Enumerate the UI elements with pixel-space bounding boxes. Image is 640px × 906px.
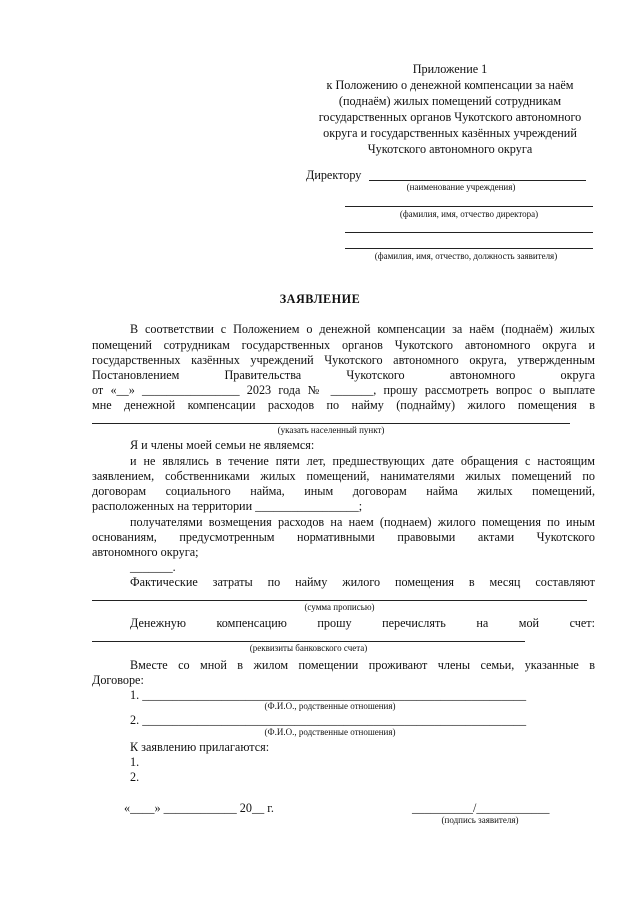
bank-line[interactable] bbox=[92, 641, 525, 642]
p3-line-3: автономного округа; bbox=[92, 545, 199, 559]
appendix-line-5: округа и государственных казённых учреждений bbox=[323, 126, 577, 140]
member-caption-1: (Ф.И.О., родственные отношения) bbox=[264, 701, 396, 711]
appendix-line-4: государственных органов Чукотского автономного bbox=[318, 110, 582, 124]
family-line: Я и члены моей семьи не являемся: bbox=[130, 438, 315, 452]
member-1: 1. _______________________________________________________________ bbox=[130, 688, 527, 702]
account-line: Денежную компенсацию прошу перечислять на мой счет: bbox=[130, 616, 595, 630]
p1-line-5: от «__» ________________ 2023 года № _______, прошу рассмотреть вопрос о выплате bbox=[92, 383, 595, 397]
p1-line-3: государственных казённых учреждений Чукотского автономного округа, утвержденным bbox=[92, 353, 595, 367]
applicant-caption: (фамилия, имя, отчество, должность заявителя) bbox=[374, 251, 558, 261]
p2-line-2: заявлением, собственниками жилых помещений, нанимателями жилых помещений по bbox=[92, 469, 595, 483]
p2-line-4: расположенных на территории _________________; bbox=[92, 499, 363, 513]
applicant-line-1[interactable] bbox=[345, 232, 593, 233]
p2-line-1: и не являлись в течение пяти лет, предшествующих дате обращения с настоящим bbox=[130, 454, 595, 468]
costs-line: Фактические затраты по найму жилого помещения в месяц составляют bbox=[130, 575, 595, 589]
institution-line[interactable] bbox=[369, 180, 586, 181]
institution-caption: (наименование учреждения) bbox=[406, 182, 516, 192]
director-label: Директору bbox=[306, 168, 362, 182]
p1-line-6: мне денежной компенсации расходов по найму (поднайму) жилого помещения в bbox=[92, 398, 595, 412]
signature-field: __________/____________ bbox=[412, 801, 550, 815]
date-field: «____» ____________ 20__ г. bbox=[124, 801, 274, 815]
amount-caption: (сумма прописью) bbox=[304, 602, 375, 612]
p1-line-2: помещений сотрудникам государственных органов Чукотского автономного округа и bbox=[92, 338, 595, 352]
settlement-caption: (указать населенный пункт) bbox=[277, 425, 385, 435]
p3-line-2: основаниям, предусмотренным нормативными правовыми актами Чукотского bbox=[92, 530, 595, 544]
director-name-line[interactable] bbox=[345, 206, 593, 207]
appendix-line-6: Чукотского автономного округа bbox=[367, 142, 533, 156]
living-line-2: Договоре: bbox=[92, 673, 144, 687]
p2-line-3: договорам социального найма, иным договорам найма жилых помещений, bbox=[92, 484, 595, 498]
p3-line-1: получателями возмещения расходов на наем (поднаем) жилого помещения по иным bbox=[130, 515, 595, 529]
attachment-2: 2. bbox=[130, 770, 140, 784]
attached-label: К заявлению прилагаются: bbox=[130, 740, 270, 754]
appendix-line-1: Приложение 1 bbox=[412, 62, 488, 76]
living-line-1: Вместе со мной в жилом помещении проживают члены семьи, указанные в bbox=[130, 658, 595, 672]
attachment-1: 1. bbox=[130, 755, 140, 769]
member-2: 2. _______________________________________________________________ bbox=[130, 713, 527, 727]
director-name-caption: (фамилия, имя, отчество директора) bbox=[399, 209, 539, 219]
appendix-line-3: (поднаём) жилых помещений сотрудникам bbox=[338, 94, 562, 108]
blank-line: _______. bbox=[130, 560, 176, 574]
signature-caption: (подпись заявителя) bbox=[441, 815, 519, 825]
amount-line[interactable] bbox=[92, 600, 587, 601]
settlement-line[interactable] bbox=[92, 423, 570, 424]
applicant-line-2[interactable] bbox=[345, 248, 593, 249]
member-caption-2: (Ф.И.О., родственные отношения) bbox=[264, 727, 396, 737]
page-title: ЗАЯВЛЕНИЕ bbox=[279, 292, 361, 306]
bank-caption: (реквизиты банковского счета) bbox=[249, 643, 368, 653]
p1-line-1: В соответствии с Положением о денежной компенсации за наём (поднаём) жилых bbox=[130, 322, 595, 336]
p1-line-4: Постановлением Правительства Чукотского автономного округа bbox=[92, 368, 595, 382]
appendix-line-2: к Положению о денежной компенсации за наём bbox=[326, 78, 574, 92]
